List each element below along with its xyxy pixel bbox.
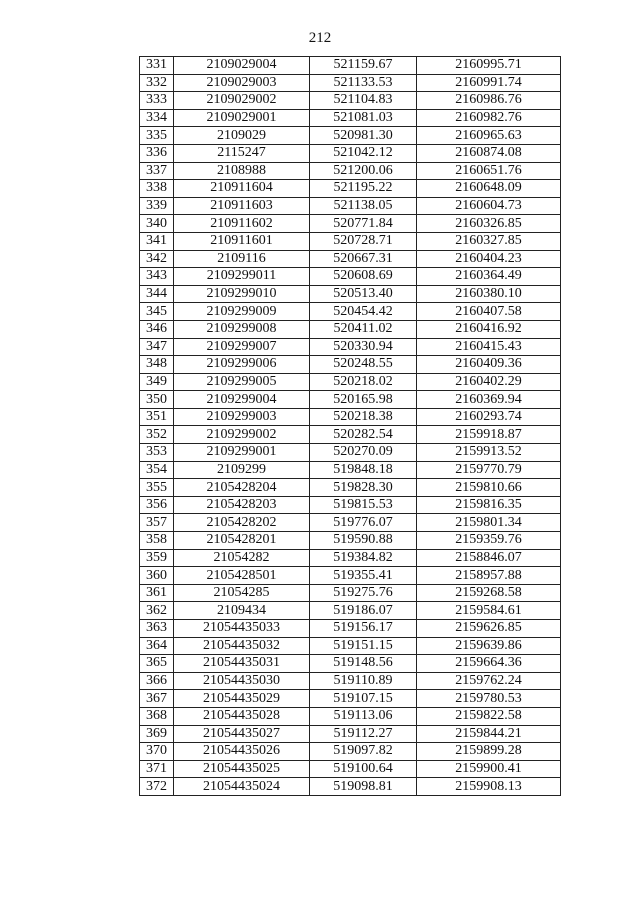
y-coordinate-cell: 2159899.28 xyxy=(417,743,561,761)
x-coordinate-cell: 521138.05 xyxy=(310,197,417,215)
row-number-cell: 344 xyxy=(140,285,174,303)
point-id-cell: 2108988 xyxy=(174,162,310,180)
table-row xyxy=(140,74,561,92)
row-number-cell: 337 xyxy=(140,162,174,180)
x-coordinate-cell: 519107.15 xyxy=(310,690,417,708)
row-number-cell: 364 xyxy=(140,637,174,655)
point-id-cell: 2109029 xyxy=(174,127,310,145)
point-id-cell: 21054435028 xyxy=(174,707,310,725)
row-number-cell: 360 xyxy=(140,567,174,585)
row-number-cell: 363 xyxy=(140,620,174,638)
x-coordinate-cell: 519848.18 xyxy=(310,461,417,479)
x-coordinate-cell: 519590.88 xyxy=(310,532,417,550)
row-number-cell: 361 xyxy=(140,584,174,602)
x-coordinate-cell: 520270.09 xyxy=(310,444,417,462)
point-id-cell: 21054435033 xyxy=(174,620,310,638)
table-row xyxy=(140,303,561,321)
table-row xyxy=(140,215,561,233)
point-id-cell: 210911603 xyxy=(174,197,310,215)
table-row xyxy=(140,92,561,110)
point-id-cell: 2105428201 xyxy=(174,532,310,550)
x-coordinate-cell: 521195.22 xyxy=(310,180,417,198)
row-number-cell: 356 xyxy=(140,496,174,514)
point-id-cell: 21054435029 xyxy=(174,690,310,708)
x-coordinate-cell: 520248.55 xyxy=(310,356,417,374)
point-id-cell: 2109299006 xyxy=(174,356,310,374)
table-row xyxy=(140,162,561,180)
row-number-cell: 366 xyxy=(140,672,174,690)
x-coordinate-cell: 520330.94 xyxy=(310,338,417,356)
x-coordinate-cell: 519776.07 xyxy=(310,514,417,532)
point-id-cell: 2109299005 xyxy=(174,373,310,391)
point-id-cell: 21054435030 xyxy=(174,672,310,690)
point-id-cell: 2109299011 xyxy=(174,268,310,286)
table-row xyxy=(140,408,561,426)
y-coordinate-cell: 2160409.36 xyxy=(417,356,561,374)
x-coordinate-cell: 519112.27 xyxy=(310,725,417,743)
row-number-cell: 341 xyxy=(140,232,174,250)
x-coordinate-cell: 521200.06 xyxy=(310,162,417,180)
row-number-cell: 340 xyxy=(140,215,174,233)
coordinates-table-body xyxy=(140,57,561,796)
x-coordinate-cell: 519384.82 xyxy=(310,549,417,567)
table-row xyxy=(140,144,561,162)
row-number-cell: 343 xyxy=(140,268,174,286)
point-id-cell: 21054435032 xyxy=(174,637,310,655)
point-id-cell: 2109299003 xyxy=(174,408,310,426)
table-row xyxy=(140,655,561,673)
row-number-cell: 335 xyxy=(140,127,174,145)
point-id-cell: 2109029004 xyxy=(174,57,310,75)
y-coordinate-cell: 2160874.08 xyxy=(417,144,561,162)
row-number-cell: 365 xyxy=(140,655,174,673)
y-coordinate-cell: 2158957.88 xyxy=(417,567,561,585)
row-number-cell: 372 xyxy=(140,778,174,796)
x-coordinate-cell: 520218.38 xyxy=(310,408,417,426)
table-row xyxy=(140,637,561,655)
row-number-cell: 333 xyxy=(140,92,174,110)
point-id-cell: 2109299007 xyxy=(174,338,310,356)
point-id-cell: 21054285 xyxy=(174,584,310,602)
row-number-cell: 371 xyxy=(140,760,174,778)
y-coordinate-cell: 2160369.94 xyxy=(417,391,561,409)
row-number-cell: 347 xyxy=(140,338,174,356)
table-row xyxy=(140,197,561,215)
y-coordinate-cell: 2159780.53 xyxy=(417,690,561,708)
y-coordinate-cell: 2160648.09 xyxy=(417,180,561,198)
row-number-cell: 339 xyxy=(140,197,174,215)
x-coordinate-cell: 519151.15 xyxy=(310,637,417,655)
point-id-cell: 2105428203 xyxy=(174,496,310,514)
y-coordinate-cell: 2159913.52 xyxy=(417,444,561,462)
x-coordinate-cell: 519098.81 xyxy=(310,778,417,796)
row-number-cell: 348 xyxy=(140,356,174,374)
point-id-cell: 2109299002 xyxy=(174,426,310,444)
table-row xyxy=(140,620,561,638)
y-coordinate-cell: 2159359.76 xyxy=(417,532,561,550)
point-id-cell: 2105428501 xyxy=(174,567,310,585)
x-coordinate-cell: 521104.83 xyxy=(310,92,417,110)
y-coordinate-cell: 2159639.86 xyxy=(417,637,561,655)
row-number-cell: 370 xyxy=(140,743,174,761)
table-row xyxy=(140,268,561,286)
row-number-cell: 353 xyxy=(140,444,174,462)
table-row xyxy=(140,127,561,145)
row-number-cell: 350 xyxy=(140,391,174,409)
y-coordinate-cell: 2160326.85 xyxy=(417,215,561,233)
y-coordinate-cell: 2159770.79 xyxy=(417,461,561,479)
table-row xyxy=(140,514,561,532)
y-coordinate-cell: 2160982.76 xyxy=(417,109,561,127)
point-id-cell: 2109116 xyxy=(174,250,310,268)
y-coordinate-cell: 2160327.85 xyxy=(417,232,561,250)
point-id-cell: 2105428204 xyxy=(174,479,310,497)
row-number-cell: 354 xyxy=(140,461,174,479)
y-coordinate-cell: 2160407.58 xyxy=(417,303,561,321)
table-row xyxy=(140,532,561,550)
y-coordinate-cell: 2160364.49 xyxy=(417,268,561,286)
x-coordinate-cell: 519828.30 xyxy=(310,479,417,497)
x-coordinate-cell: 521133.53 xyxy=(310,74,417,92)
point-id-cell: 21054282 xyxy=(174,549,310,567)
point-id-cell: 2109299009 xyxy=(174,303,310,321)
point-id-cell: 2109434 xyxy=(174,602,310,620)
table-row xyxy=(140,320,561,338)
x-coordinate-cell: 520771.84 xyxy=(310,215,417,233)
table-row xyxy=(140,250,561,268)
row-number-cell: 336 xyxy=(140,144,174,162)
x-coordinate-cell: 519100.64 xyxy=(310,760,417,778)
x-coordinate-cell: 519097.82 xyxy=(310,743,417,761)
table-row xyxy=(140,373,561,391)
y-coordinate-cell: 2160651.76 xyxy=(417,162,561,180)
row-number-cell: 352 xyxy=(140,426,174,444)
row-number-cell: 355 xyxy=(140,479,174,497)
table-row xyxy=(140,760,561,778)
table-row xyxy=(140,778,561,796)
y-coordinate-cell: 2159908.13 xyxy=(417,778,561,796)
point-id-cell: 2109299010 xyxy=(174,285,310,303)
row-number-cell: 338 xyxy=(140,180,174,198)
table-row xyxy=(140,496,561,514)
x-coordinate-cell: 520608.69 xyxy=(310,268,417,286)
row-number-cell: 368 xyxy=(140,707,174,725)
point-id-cell: 2109029001 xyxy=(174,109,310,127)
table-row xyxy=(140,707,561,725)
point-id-cell: 2115247 xyxy=(174,144,310,162)
point-id-cell: 21054435031 xyxy=(174,655,310,673)
x-coordinate-cell: 519110.89 xyxy=(310,672,417,690)
y-coordinate-cell: 2160991.74 xyxy=(417,74,561,92)
x-coordinate-cell: 520513.40 xyxy=(310,285,417,303)
y-coordinate-cell: 2159900.41 xyxy=(417,760,561,778)
table-row xyxy=(140,444,561,462)
x-coordinate-cell: 521159.67 xyxy=(310,57,417,75)
point-id-cell: 21054435024 xyxy=(174,778,310,796)
y-coordinate-cell: 2160404.23 xyxy=(417,250,561,268)
y-coordinate-cell: 2159584.61 xyxy=(417,602,561,620)
y-coordinate-cell: 2160995.71 xyxy=(417,57,561,75)
coordinates-table xyxy=(139,56,561,796)
table-row xyxy=(140,725,561,743)
x-coordinate-cell: 520165.98 xyxy=(310,391,417,409)
point-id-cell: 210911601 xyxy=(174,232,310,250)
row-number-cell: 349 xyxy=(140,373,174,391)
table-row xyxy=(140,602,561,620)
table-row xyxy=(140,338,561,356)
table-row xyxy=(140,180,561,198)
y-coordinate-cell: 2159801.34 xyxy=(417,514,561,532)
y-coordinate-cell: 2159762.24 xyxy=(417,672,561,690)
y-coordinate-cell: 2159822.58 xyxy=(417,707,561,725)
table-row xyxy=(140,461,561,479)
point-id-cell: 21054435026 xyxy=(174,743,310,761)
row-number-cell: 357 xyxy=(140,514,174,532)
table-row xyxy=(140,567,561,585)
x-coordinate-cell: 520218.02 xyxy=(310,373,417,391)
table-row xyxy=(140,672,561,690)
x-coordinate-cell: 519156.17 xyxy=(310,620,417,638)
y-coordinate-cell: 2160416.92 xyxy=(417,320,561,338)
row-number-cell: 369 xyxy=(140,725,174,743)
row-number-cell: 367 xyxy=(140,690,174,708)
point-id-cell: 2109029003 xyxy=(174,74,310,92)
x-coordinate-cell: 519186.07 xyxy=(310,602,417,620)
row-number-cell: 359 xyxy=(140,549,174,567)
table-row xyxy=(140,743,561,761)
row-number-cell: 345 xyxy=(140,303,174,321)
y-coordinate-cell: 2159810.66 xyxy=(417,479,561,497)
row-number-cell: 351 xyxy=(140,408,174,426)
point-id-cell: 2105428202 xyxy=(174,514,310,532)
table-row xyxy=(140,690,561,708)
point-id-cell: 2109299004 xyxy=(174,391,310,409)
x-coordinate-cell: 521081.03 xyxy=(310,109,417,127)
y-coordinate-cell: 2160380.10 xyxy=(417,285,561,303)
point-id-cell: 210911602 xyxy=(174,215,310,233)
y-coordinate-cell: 2160965.63 xyxy=(417,127,561,145)
y-coordinate-cell: 2159268.58 xyxy=(417,584,561,602)
y-coordinate-cell: 2159918.87 xyxy=(417,426,561,444)
table-row xyxy=(140,232,561,250)
point-id-cell: 210911604 xyxy=(174,180,310,198)
y-coordinate-cell: 2160293.74 xyxy=(417,408,561,426)
row-number-cell: 346 xyxy=(140,320,174,338)
table-row xyxy=(140,426,561,444)
table-row xyxy=(140,584,561,602)
y-coordinate-cell: 2160415.43 xyxy=(417,338,561,356)
x-coordinate-cell: 519355.41 xyxy=(310,567,417,585)
table-row xyxy=(140,479,561,497)
x-coordinate-cell: 520282.54 xyxy=(310,426,417,444)
x-coordinate-cell: 519815.53 xyxy=(310,496,417,514)
x-coordinate-cell: 520981.30 xyxy=(310,127,417,145)
x-coordinate-cell: 520728.71 xyxy=(310,232,417,250)
table-row xyxy=(140,391,561,409)
table-row xyxy=(140,109,561,127)
x-coordinate-cell: 521042.12 xyxy=(310,144,417,162)
x-coordinate-cell: 520667.31 xyxy=(310,250,417,268)
row-number-cell: 332 xyxy=(140,74,174,92)
row-number-cell: 362 xyxy=(140,602,174,620)
point-id-cell: 2109299 xyxy=(174,461,310,479)
table-row xyxy=(140,549,561,567)
y-coordinate-cell: 2159816.35 xyxy=(417,496,561,514)
point-id-cell: 21054435025 xyxy=(174,760,310,778)
x-coordinate-cell: 519275.76 xyxy=(310,584,417,602)
table-row xyxy=(140,356,561,374)
y-coordinate-cell: 2160986.76 xyxy=(417,92,561,110)
y-coordinate-cell: 2160402.29 xyxy=(417,373,561,391)
row-number-cell: 334 xyxy=(140,109,174,127)
x-coordinate-cell: 520411.02 xyxy=(310,320,417,338)
table-row xyxy=(140,285,561,303)
row-number-cell: 331 xyxy=(140,57,174,75)
point-id-cell: 21054435027 xyxy=(174,725,310,743)
y-coordinate-cell: 2159626.85 xyxy=(417,620,561,638)
point-id-cell: 2109299008 xyxy=(174,320,310,338)
y-coordinate-cell: 2159844.21 xyxy=(417,725,561,743)
row-number-cell: 358 xyxy=(140,532,174,550)
point-id-cell: 2109029002 xyxy=(174,92,310,110)
row-number-cell: 342 xyxy=(140,250,174,268)
x-coordinate-cell: 519148.56 xyxy=(310,655,417,673)
y-coordinate-cell: 2158846.07 xyxy=(417,549,561,567)
x-coordinate-cell: 520454.42 xyxy=(310,303,417,321)
page-number: 212 xyxy=(308,30,332,46)
y-coordinate-cell: 2160604.73 xyxy=(417,197,561,215)
y-coordinate-cell: 2159664.36 xyxy=(417,655,561,673)
point-id-cell: 2109299001 xyxy=(174,444,310,462)
table-row xyxy=(140,57,561,75)
x-coordinate-cell: 519113.06 xyxy=(310,707,417,725)
